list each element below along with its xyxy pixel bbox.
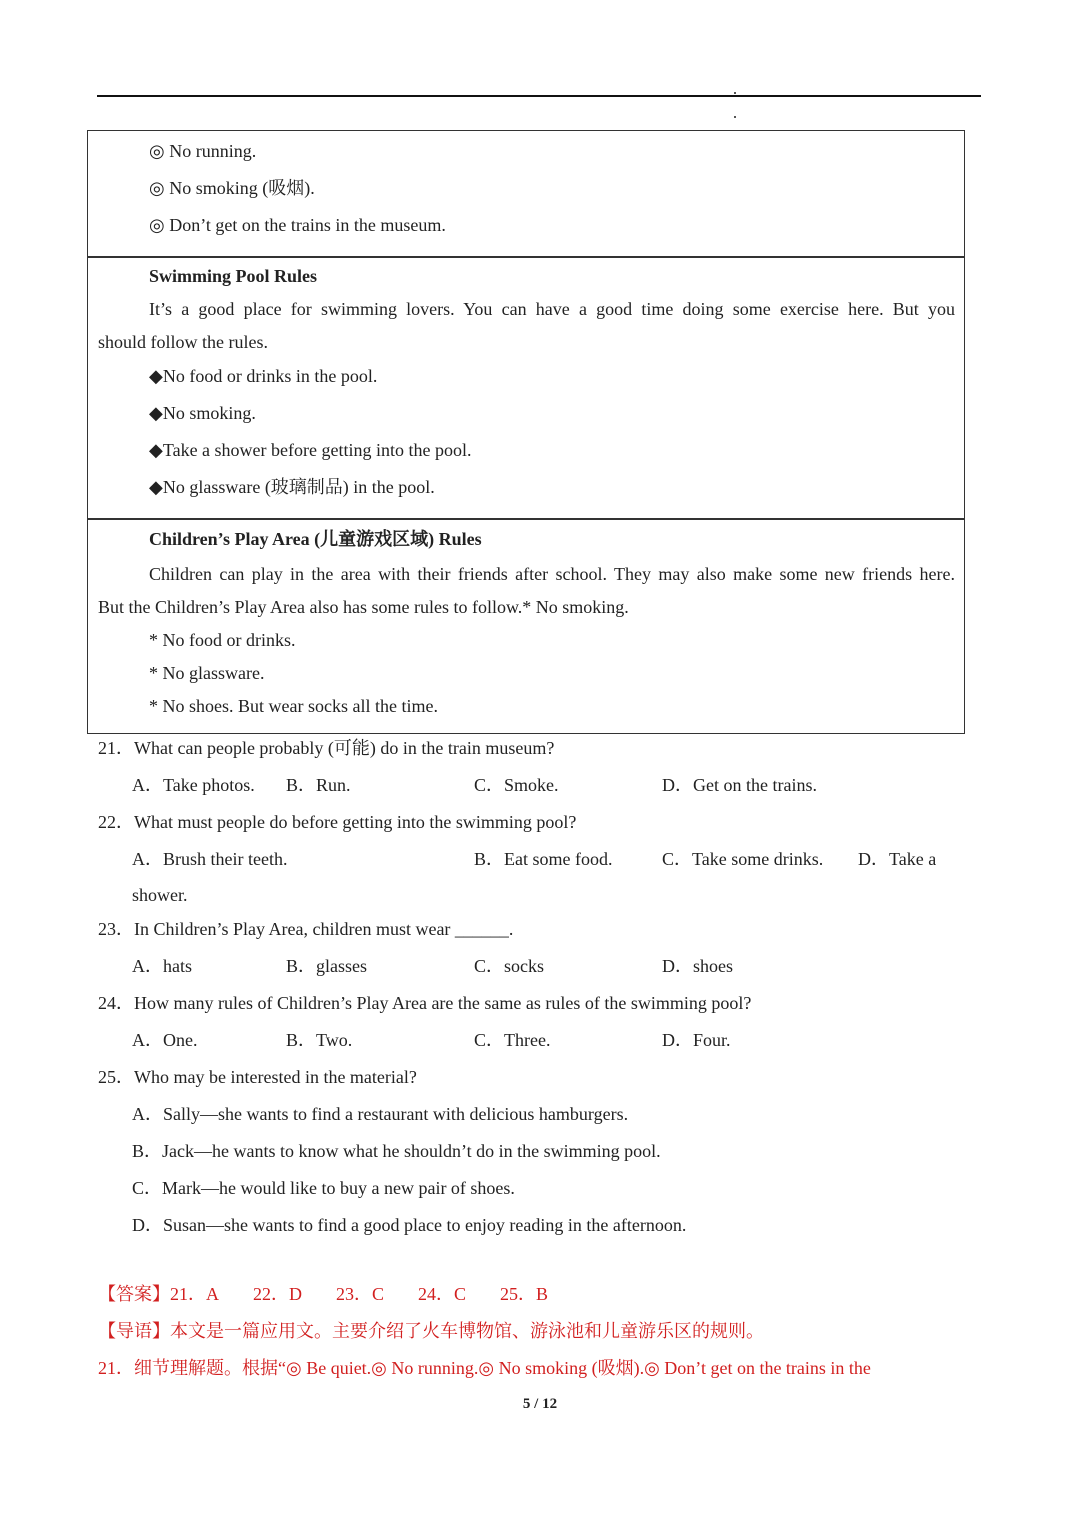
pool-rules-title: Swimming Pool Rules (149, 266, 318, 286)
q23-option-a: A．hats (132, 956, 192, 976)
header-rule (97, 95, 981, 97)
play-area-rule: * No food or drinks. (149, 630, 296, 650)
play-area-rule: * No glassware. (149, 663, 265, 683)
q25-option-a: A．Sally—she wants to find a restaurant with delicious hamburgers. (132, 1104, 629, 1124)
pool-rule: ◆Take a shower before getting into the pool. (149, 440, 472, 460)
pool-intro: It’s a good place for swimming lovers. You can have a good time doing some exercise here. But you (149, 299, 955, 319)
question-24-stem: 24．How many rules of Children’s Play Area are the same as rules of the swimming pool? (98, 993, 752, 1013)
answer-item: 22．D (253, 1284, 302, 1304)
q23-option-b: B．glasses (286, 956, 367, 976)
pool-intro: should follow the rules. (98, 332, 268, 352)
play-area-title: Children’s Play Area (儿童游戏区域) Rules (149, 529, 482, 549)
q22-option-a: A．Brush their teeth. (132, 849, 288, 869)
answer-label: 【答案】 (98, 1284, 170, 1304)
page-number: 5 / 12 (522, 1396, 558, 1412)
question-25-stem: 25．Who may be interested in the material? (98, 1067, 417, 1087)
q21-option-b: B．Run. (286, 775, 351, 795)
answer-item: 21．A (170, 1284, 219, 1304)
play-area-intro: But the Children’s Play Area also has some rules to follow.* No smoking. (98, 597, 629, 617)
play-area-rule: * No shoes. But wear socks all the time. (149, 696, 438, 716)
q22-option-d-wrap: shower. (132, 885, 188, 905)
pool-rule: ◆No smoking. (149, 403, 256, 423)
question-23-stem: 23．In Children’s Play Area, children must wear ______. (98, 919, 514, 939)
analysis-text: 21．细节理解题。根据“◎ Be quiet.◎ No running.◎ No smoking (吸烟).◎ Don’t get on the trains in the (98, 1358, 871, 1378)
answer-key (98, 1283, 548, 1305)
q21-option-d: D．Get on the trains. (662, 775, 817, 795)
museum-rule: ◎ Don’t get on the trains in the museum. (149, 215, 446, 235)
answer-item: 24．C (418, 1284, 467, 1304)
q21-option-a: A．Take photos. (132, 775, 255, 795)
pool-rule: ◆No glassware (玻璃制品) in the pool. (149, 477, 435, 497)
guide-text: 【导语】本文是一篇应用文。主要介绍了火车博物馆、游泳池和儿童游乐区的规则。 (98, 1321, 764, 1341)
q25-option-b: B．Jack—he wants to know what he shouldn’t do in the swimming pool. (132, 1141, 661, 1161)
q21-option-c: C．Smoke. (474, 775, 559, 795)
q24-option-a: A．One. (132, 1030, 198, 1050)
q22-option-c: C．Take some drinks. (662, 849, 824, 869)
q25-option-c: C．Mark—he would like to buy a new pair of shoes. (132, 1178, 515, 1198)
q24-option-c: C．Three. (474, 1030, 551, 1050)
q25-option-d: D．Susan—she wants to find a good place to enjoy reading in the afternoon. (132, 1215, 687, 1235)
answer-item: 23．C (336, 1284, 385, 1304)
q23-option-c: C．socks (474, 956, 545, 976)
q24-option-d: D．Four. (662, 1030, 731, 1050)
question-22-stem: 22．What must people do before getting into the swimming pool? (98, 812, 577, 832)
header-mark (734, 116, 736, 118)
answer-item: 25．B (500, 1284, 549, 1304)
play-area-intro: Children can play in the area with their friends after school. They may also make some new friends here. (149, 564, 955, 584)
question-21-stem: 21．What can people probably (可能) do in the train museum? (98, 738, 555, 758)
header-mark (734, 92, 736, 94)
museum-rule: ◎ No smoking (吸烟). (149, 178, 315, 198)
q22-option-d: D．Take a (858, 849, 937, 869)
q22-option-b: B．Eat some food. (474, 849, 613, 869)
q23-option-d: D．shoes (662, 956, 733, 976)
q24-option-b: B．Two. (286, 1030, 353, 1050)
museum-rule: ◎ No running. (149, 141, 257, 161)
pool-rule: ◆No food or drinks in the pool. (149, 366, 378, 386)
